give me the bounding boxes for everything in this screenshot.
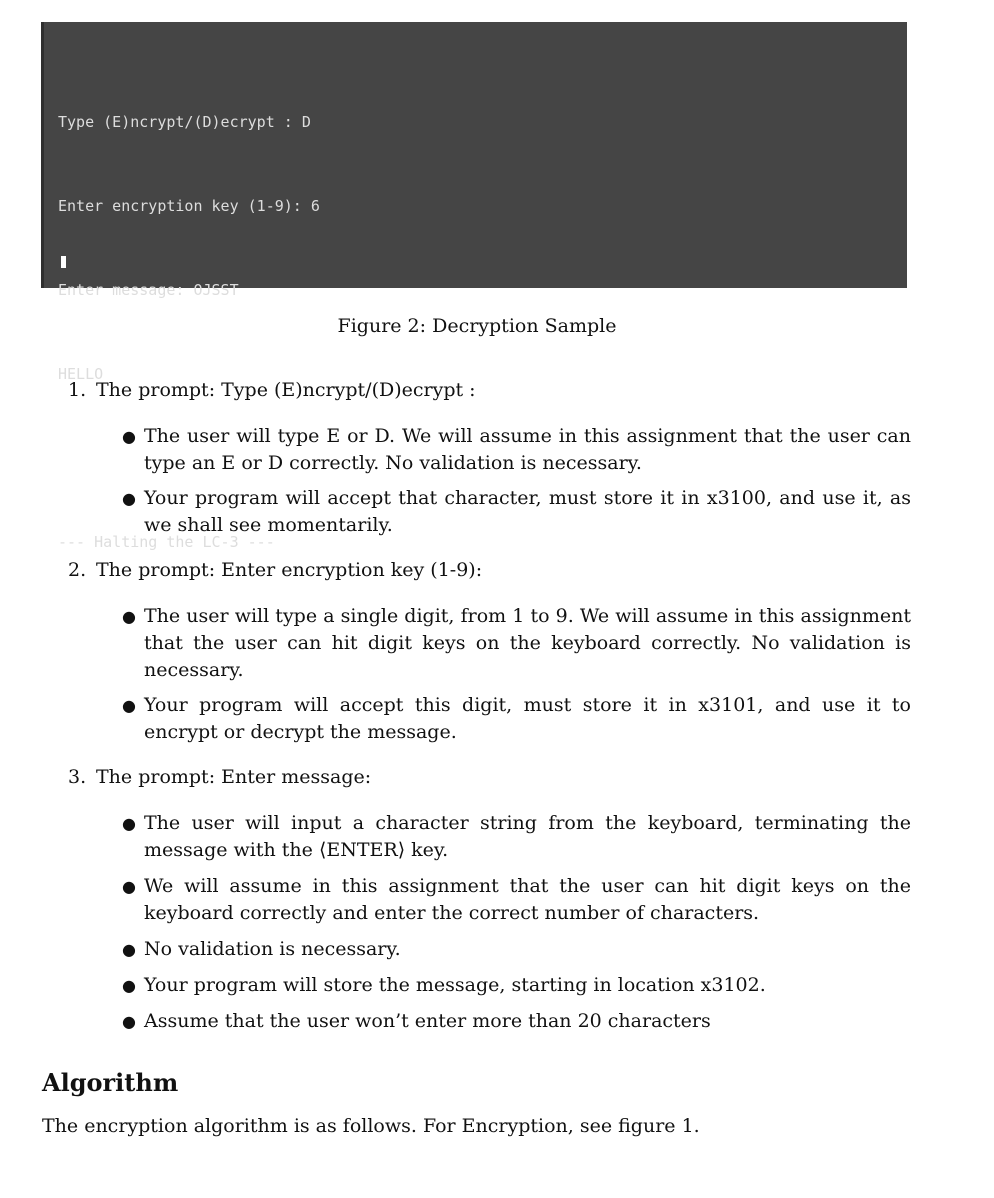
bullet-text: Your program will accept this digit, must store it in x3101, and use it to encrypt or decrypt the message. xyxy=(144,694,911,743)
section-heading: Algorithm xyxy=(42,1068,179,1097)
list-item-heading: The prompt: Type (E)ncrypt/(D)ecrypt : xyxy=(96,379,476,401)
terminal-line: Enter message: OJSST xyxy=(58,281,239,299)
terminal-line: Type (E)ncrypt/(D)ecrypt : D xyxy=(58,113,311,131)
figure-caption: Figure 2: Decryption Sample xyxy=(337,315,617,337)
list-item-heading: The prompt: Enter encryption key (1-9): xyxy=(96,559,483,581)
terminal-line: HELLO xyxy=(58,365,104,383)
bullet-icon: ● xyxy=(122,1012,136,1031)
bullet-icon: ● xyxy=(122,427,136,446)
bullet-text: Your program will store the message, starting in location x3102. xyxy=(144,974,766,996)
bullet-icon: ● xyxy=(122,814,136,833)
bullet-text: The user will type E or D. We will assume in this assignment that the user can type an E or D correctly. No validation is necessary. xyxy=(144,425,911,474)
bullet-text: Your program will accept that character, must store it in x3100, and use it, as we shall see momentarily. xyxy=(144,487,911,536)
terminal-line: Enter encryption key (1-9): 6 xyxy=(58,197,320,215)
bullet-text: No validation is necessary. xyxy=(144,938,401,960)
list-number: 1. xyxy=(68,379,87,401)
bullet-icon: ● xyxy=(122,940,136,959)
list-number: 2. xyxy=(68,559,87,581)
bullet-icon: ● xyxy=(122,489,136,508)
bullet-text: We will assume in this assignment that the user can hit digit keys on the keyboard correctly and enter the correct number of characters. xyxy=(144,875,911,924)
bullet-text: The user will input a character string from the keyboard, terminating the message with the ⟨ENTER⟩ key. xyxy=(144,812,911,861)
bullet-icon: ● xyxy=(122,877,136,896)
bullet-icon: ● xyxy=(122,976,136,995)
bullet-text: The user will type a single digit, from 1 to 9. We will assume in this assignment that the user can hit digit keys on the keyboard correctly. No validation is necessary. xyxy=(144,605,911,681)
bullet-text: Assume that the user won’t enter more than 20 characters xyxy=(144,1010,711,1032)
bullet-icon: ● xyxy=(122,607,136,626)
list-item-heading: The prompt: Enter message: xyxy=(96,766,372,788)
section-paragraph: The encryption algorithm is as follows. For Encryption, see figure 1. xyxy=(42,1115,700,1137)
bullet-icon: ● xyxy=(122,696,136,715)
terminal-line: --- Halting the LC-3 --- xyxy=(58,533,275,551)
terminal-cursor xyxy=(61,256,66,268)
list-number: 3. xyxy=(68,766,87,788)
